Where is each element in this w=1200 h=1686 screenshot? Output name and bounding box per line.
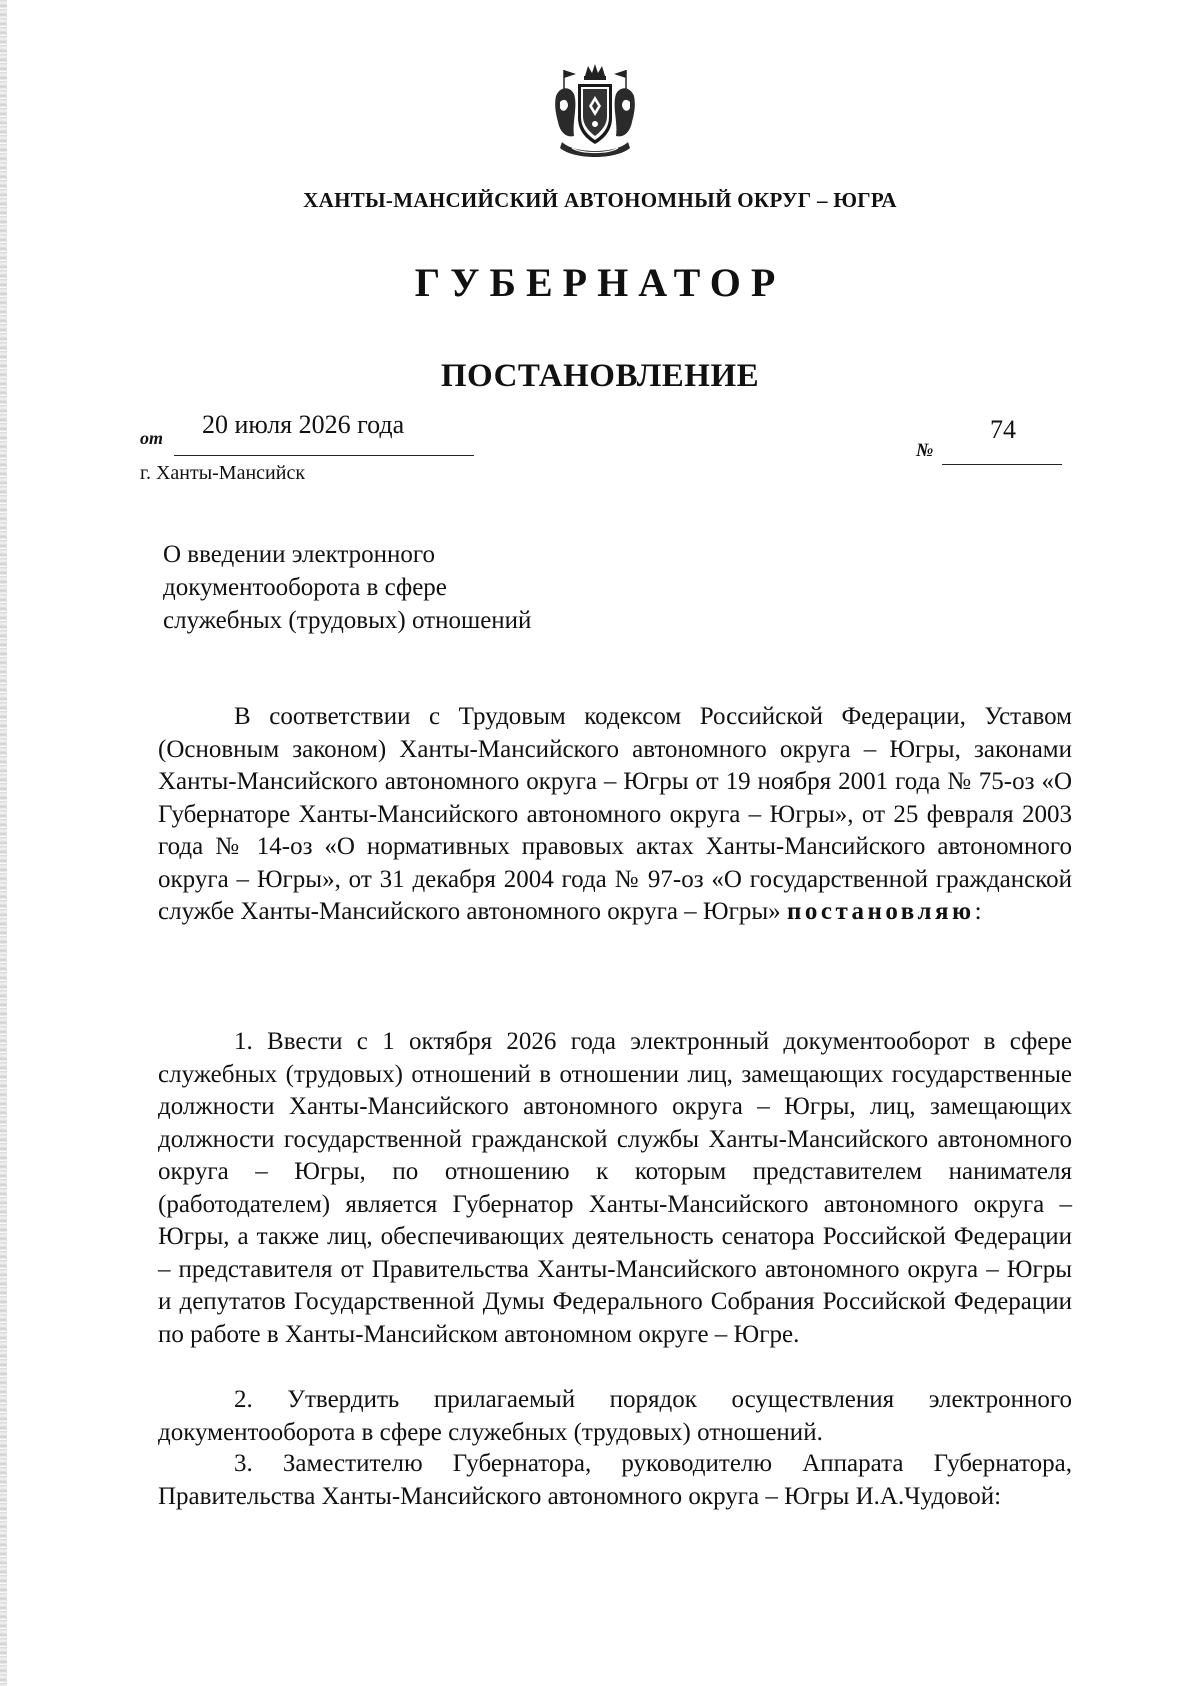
- preamble-text: В соответствии с Трудовым кодексом Российской Федерации, Уставом (Основным законом) Ханты-Мансийского автономного округа – Югры, законами Ханты-Мансийского автономного округа – Югры от 19 ноября 2001 года № 75-оз «О Губернаторе Ханты-Мансийского автономного округа – Югры», от 25 февраля 2003 года № 14-оз «О нормативных правовых актах Ханты-Мансийского автономного округа – Югры», от 31 декабря 2004 года № 97-оз «О государственной гражданской службе Ханты-Мансийского автономного округа – Югры»: [158, 703, 1072, 925]
- item-1-paragraph: 1. Ввести с 1 октября 2026 года электронный документооборот в сфере служебных (трудовых) отношений в отношении лиц, замещающих государственные должности Ханты-Мансийского автономного округа – Югры, лиц, замещающих должности государственной гражданской службы Ханты-Мансийского автономного округа – Югры, по отношению к которым представителем нанимателя (работодателем) является Губернатор Ханты-Мансийского автономного округа – Югры, а также лиц, обеспечивающих деятельность сенатора Российской Федерации – представителя от Правительства Ханты-Мансийского автономного округа – Югры и депутатов Государственной Думы Федерального Собрания Российской Федерации по работе в Ханты-Мансийском автономном округе – Югре.: [158, 1028, 1072, 1348]
- decree-colon: :: [974, 898, 982, 925]
- item-2-paragraph: 2. Утвердить прилагаемый порядок осуществления электронного документооборота в сфере служебных (трудовых) отношений.: [158, 1386, 1072, 1446]
- subject-line: служебных (трудовых) отношений: [163, 607, 532, 634]
- document-city: г. Ханты-Мансийск: [140, 462, 306, 484]
- number-underline: [942, 464, 1062, 465]
- date-prefix: от: [140, 428, 164, 448]
- subject-line: документооборота в сфере: [163, 574, 447, 601]
- document-subject: [163, 538, 531, 637]
- item-3-paragraph: 3. Заместителю Губернатора, руководителю Аппарата Губернатора, Правительства Ханты-Мансийского автономного округа – Югры И.А.Чудовой:: [158, 1450, 1072, 1510]
- region-heading: ХАНТЫ-МАНСИЙСКИЙ АВТОНОМНЫЙ ОКРУГ – ЮГРА: [303, 188, 897, 212]
- subject-line: О введении электронного: [163, 541, 436, 568]
- authority-heading: ГУБЕРНАТОР: [414, 260, 786, 305]
- document-type-heading: ПОСТАНОВЛЕНИЕ: [440, 358, 760, 394]
- scan-edge: [0, 0, 7, 1686]
- document-number: 74: [990, 415, 1016, 444]
- document-date: 20 июля 2026 года: [202, 410, 405, 439]
- preamble-paragraph: [158, 701, 1072, 929]
- coat-of-arms-emblem-icon: [552, 62, 638, 164]
- decree-word: постановляю: [786, 898, 975, 925]
- date-underline: [174, 455, 474, 456]
- number-prefix: №: [916, 440, 934, 461]
